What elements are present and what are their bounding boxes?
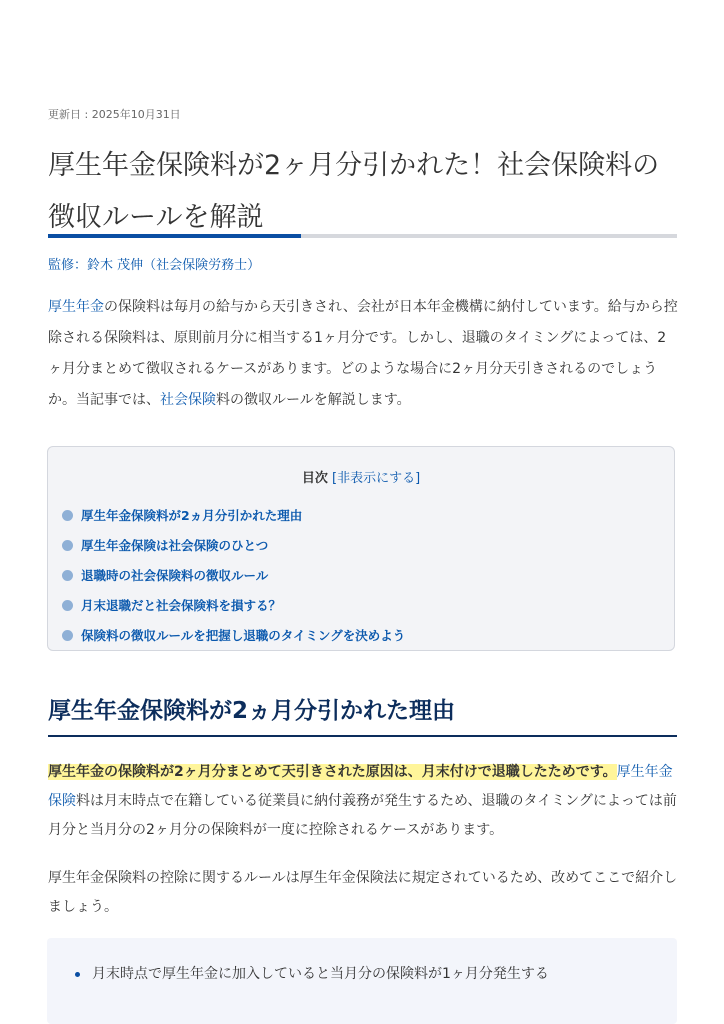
toc-item-label[interactable]: 保険料の徴収ルールを把握し退職のタイミングを決めよう: [81, 628, 406, 643]
toc-item-label[interactable]: 厚生年金保険は社会保険のひとつ: [81, 538, 269, 553]
toc-list: [48, 500, 674, 650]
toc-item-label[interactable]: 退職時の社会保険料の徴収ルール: [81, 568, 269, 583]
supervisor-link[interactable]: 監修：鈴木 茂伸（社会保険労務士）: [48, 258, 261, 273]
intro-text-2: 料の徴収ルールを解説します。: [216, 392, 411, 408]
toc-toggle-link[interactable]: [非表示にする]: [332, 471, 421, 486]
bullet-box: [47, 938, 677, 1024]
toc-item[interactable]: [62, 590, 674, 620]
updated-date: 更新日 : 2025年10月31日: [48, 108, 181, 121]
title-underline: [48, 234, 677, 238]
bullet-dot-icon: [62, 510, 73, 521]
title-underline-accent: [48, 234, 301, 238]
table-of-contents: [47, 446, 675, 651]
bullet-dot-icon: [62, 570, 73, 581]
bullet-item-text: 月末時点で厚生年金に加入していると当月分の保険料が1ヶ月分発生する: [92, 966, 549, 982]
intro-link-kousei-nenkin[interactable]: 厚生年金: [48, 299, 104, 315]
toc-item[interactable]: [62, 560, 674, 590]
bullet-dot-icon: [75, 972, 80, 977]
section-paragraph-1-text: 料は月末時点で在籍している従業員に納付義務が発生するため、退職のタイミングによっては前月分と当月分の2ヶ月分の保険料が一度に控除されるケースがあります。: [48, 793, 677, 838]
toc-item[interactable]: [62, 500, 674, 530]
highlighted-text: 厚生年金の保険料が2ヶ月分まとめて天引きされた原因は、月末付けで退職したためです。: [48, 764, 617, 780]
toc-item-label[interactable]: 月末退職だと社会保険料を損する？: [81, 598, 282, 613]
toc-title: 目次: [301, 471, 328, 486]
section-paragraph-1: [48, 758, 678, 845]
toc-item[interactable]: [62, 530, 674, 560]
bullet-item: [75, 960, 677, 988]
bullet-dot-icon: [62, 540, 73, 551]
page-title: 厚生年金保険料が2ヶ月分引かれた！社会保険料の徴収ルールを解説: [48, 150, 660, 233]
section-link-kousei-nenkin-hoken[interactable]: 厚生年金保険: [48, 764, 673, 809]
bullet-list: [47, 938, 677, 988]
section-heading: 厚生年金保険料が2ヵ月分引かれた理由: [48, 698, 456, 724]
toc-item-label[interactable]: 厚生年金保険料が2ヵ月分引かれた理由: [81, 508, 303, 523]
toc-item[interactable]: [62, 620, 674, 650]
section-paragraph-2: 厚生年金保険料の控除に関するルールは厚生年金保険法に規定されているため、改めてここで紹介しましょう。: [48, 870, 678, 915]
bullet-dot-icon: [62, 600, 73, 611]
intro-paragraph: [48, 292, 678, 416]
toc-header: [48, 467, 674, 486]
bullet-dot-icon: [62, 630, 73, 641]
intro-text-1: の保険料は毎月の給与から天引きされ、会社が日本年金機構に納付しています。給与から控除される保険料は、原則前月分に相当する1ヶ月分です。しかし、退職のタイミングによっては、2ヶ月分まとめて徴収されるケースがあります。どのような場合に2ヶ月分天引きされるのでしょうか。当記事では、: [48, 299, 678, 408]
section-heading-rule: [48, 735, 677, 737]
intro-link-shakai-hoken[interactable]: 社会保険: [160, 392, 216, 408]
